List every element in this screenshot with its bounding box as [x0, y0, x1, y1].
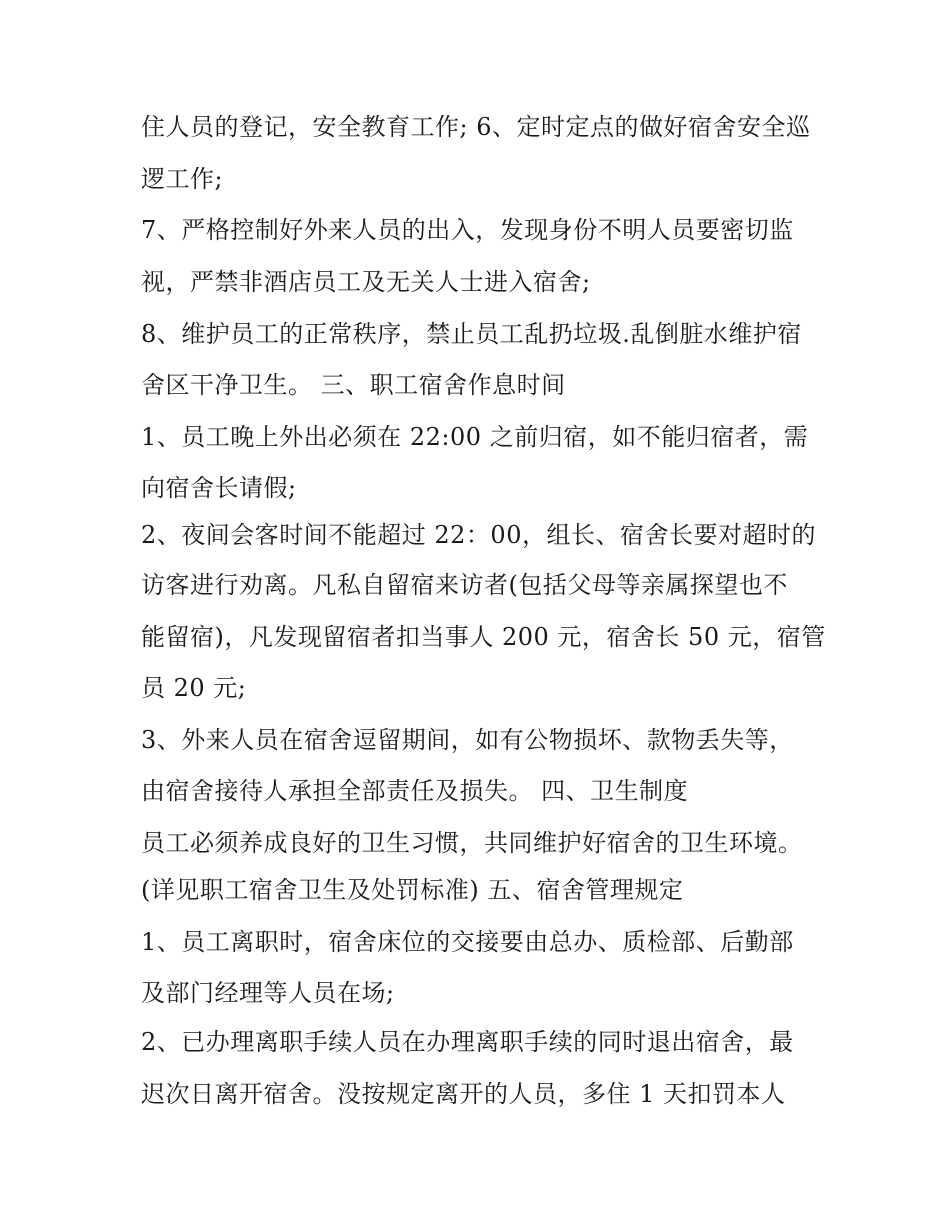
text-line: 舍区干净卫生。 三、职工宿舍作息时间 [141, 371, 566, 399]
text-line: 住人员的登记，安全教育工作; 6、定时定点的做好宿舍安全巡 [141, 113, 811, 141]
text-line: 员 20 元; [141, 674, 247, 702]
text-line: 逻工作; [141, 165, 224, 193]
text-line: 及部门经理等人员在场; [141, 979, 395, 1007]
text-line: 8、维护员工的正常秩序，禁止员工乱扔垃圾.乱倒脏水维护宿 [141, 320, 802, 348]
text-line: 1、员工晚上外出必须在 22:00 之前归宿，如不能归宿者，需 [141, 423, 809, 451]
text-line: 3、外来人员在宿舍逗留期间，如有公物损坏、款物丢失等， [141, 726, 794, 754]
text-line: 7、严格控制好外来人员的出入，发现身份不明人员要密切监 [141, 216, 794, 244]
text-line: 迟次日离开宿舍。没按规定离开的人员，多住 1 天扣罚本人 [141, 1080, 786, 1108]
text-line: 员工必须养成良好的卫生习惯，共同维护好宿舍的卫生环境。 [141, 829, 803, 857]
text-line: 向宿舍长请假; [141, 474, 297, 502]
text-line: 视，严禁非酒店员工及无关人士进入宿舍; [141, 268, 591, 296]
text-line: 访客进行劝离。凡私自留宿来访者(包括父母等亲属探望也不 [141, 571, 788, 599]
text-line: (详见职工宿舍卫生及处罚标准) 五、宿舍管理规定 [141, 876, 684, 904]
text-line: 2、已办理离职手续人员在办理离职手续的同时退出宿舍，最 [141, 1028, 794, 1056]
text-line: 2、夜间会客时间不能超过 22：00，组长、宿舍长要对超时的 [141, 521, 816, 549]
text-line: 能留宿)，凡发现留宿者扣当事人 200 元，宿舍长 50 元，宿管 [141, 623, 826, 651]
text-line: 1、员工离职时，宿舍床位的交接要由总办、质检部、后勤部 [141, 928, 794, 956]
text-line: 由宿舍接待人承担全部责任及损失。 四、卫生制度 [141, 777, 689, 805]
